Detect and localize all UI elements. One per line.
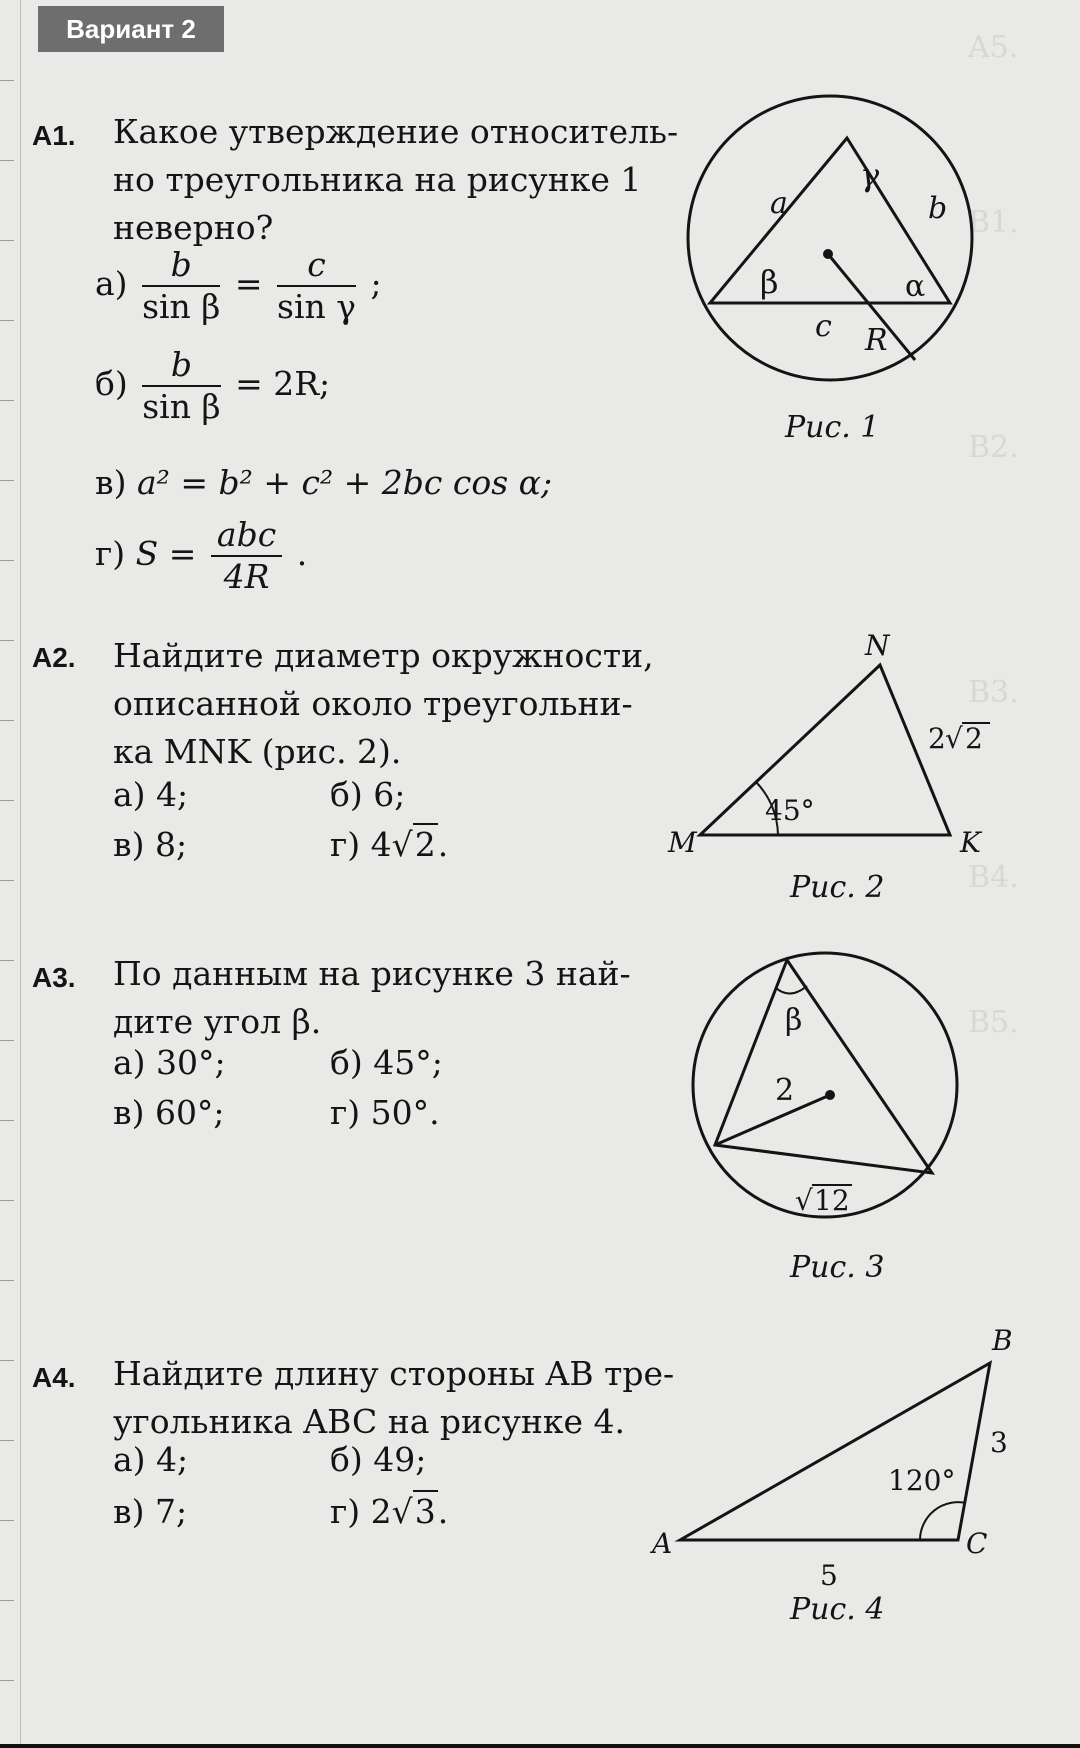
option-a2-g: г) 4√2. <box>330 825 449 864</box>
question-number-a4: A4. <box>32 1362 76 1393</box>
option-a3-v: в) 60°; <box>113 1093 225 1132</box>
bleed-item: A5. <box>968 30 1019 65</box>
label-a: a <box>770 186 788 221</box>
angle-arc <box>776 986 807 994</box>
variant-badge: Вариант 2 <box>38 6 224 52</box>
question-line: описанной около треугольни- <box>113 684 633 723</box>
option-a1-v: в) a² = b² + c² + 2bc cos α; <box>95 463 553 502</box>
option-a4-v: в) 7; <box>113 1492 188 1531</box>
center-point <box>825 1090 835 1100</box>
label-b: b <box>928 191 948 226</box>
circumcircle <box>693 953 957 1217</box>
option-a1-a: а) $\frac{b}{\text{sin β}}$ = $\frac{c}{\text{sin γ}}$ ; <box>95 245 382 326</box>
option-a3-g: г) 50°. <box>330 1093 440 1132</box>
triangle <box>715 960 932 1173</box>
question-line: Найдите длину стороны AB тре- <box>113 1354 675 1393</box>
option-a4-a: а) 4; <box>113 1440 189 1479</box>
question-text-a4 <box>113 1350 674 1446</box>
question-text-a3 <box>113 950 631 1046</box>
question-line: ка MNK (рис. 2). <box>113 732 402 771</box>
option-a2-b: б) 6; <box>330 775 406 814</box>
question-line: Какое утверждение относитель- <box>113 112 679 151</box>
fraction: $\frac{c}{\text{sin γ}}$ <box>277 245 356 326</box>
label-K: K <box>960 826 981 859</box>
question-line: но треугольника на рисунке 1 <box>113 160 642 199</box>
question-line: угольника ABC на рисунке 4. <box>113 1402 626 1441</box>
center-point <box>823 249 833 259</box>
option-a3-a: а) 30°; <box>113 1043 226 1082</box>
label-angle: 45° <box>765 794 815 827</box>
label-N: N <box>865 629 890 662</box>
label-c: c <box>815 309 832 344</box>
figure-2 <box>660 630 1010 870</box>
caption-figure-3: Рис. 3 <box>790 1250 885 1285</box>
caption-figure-1: Рис. 1 <box>785 410 880 445</box>
label-side-ac: 5 <box>820 1559 838 1592</box>
label-side-bc: 3 <box>990 1426 1008 1459</box>
bleed-item: B3. <box>968 675 1019 710</box>
caption-figure-4: Рис. 4 <box>790 1592 885 1627</box>
svg-text:√: √ <box>945 722 963 755</box>
option-a3-b: б) 45°; <box>330 1043 443 1082</box>
label-side-radicand: 2 <box>965 722 983 755</box>
label-alpha: α <box>905 269 926 304</box>
option-a2-a: а) 4; <box>113 775 189 814</box>
page-bottom-rule <box>0 1744 1080 1748</box>
question-text-a2 <box>113 632 654 776</box>
triangle-abc <box>680 1363 990 1540</box>
label-side-radicand: 12 <box>814 1184 850 1217</box>
svg-text:√: √ <box>795 1184 813 1217</box>
bleed-item: B2. <box>968 430 1019 465</box>
question-number-a1: A1. <box>32 120 76 151</box>
label-side: 2 <box>928 722 946 755</box>
label-A: A <box>652 1527 673 1560</box>
question-text-a1 <box>113 108 678 252</box>
option-a2-v: в) 8; <box>113 825 188 864</box>
label-C: C <box>966 1527 988 1560</box>
question-line: неверно? <box>113 208 274 247</box>
figure-1 <box>690 18 970 418</box>
fraction: $\frac{\text{abc}}{4R}$ <box>211 515 282 597</box>
option-a4-b: б) 49; <box>330 1440 427 1479</box>
label-beta: β <box>760 263 779 301</box>
label-R: R <box>865 323 888 358</box>
bleed-item: B1. <box>968 205 1019 240</box>
label-M: M <box>668 826 697 859</box>
question-number-a2: A2. <box>32 642 76 673</box>
question-line: По данным на рисунке 3 най- <box>113 954 631 993</box>
label-gamma: γ <box>860 156 880 194</box>
question-number-a3: A3. <box>32 962 76 993</box>
option-a1-g: г) S = $\frac{\text{abc}}{4R}$ . <box>95 515 308 596</box>
caption-figure-2: Рис. 2 <box>790 870 885 905</box>
fraction: $\frac{b}{\text{sin β}}$ <box>142 245 221 326</box>
binding-margin <box>0 0 21 1748</box>
figure-3 <box>690 955 970 1225</box>
bleed-item: B5. <box>968 1005 1019 1040</box>
question-line: дите угол β. <box>113 1002 322 1041</box>
option-a1-b: б) $\frac{b}{\text{sin β}}$ = 2R; <box>95 345 331 426</box>
label-angle: 120° <box>888 1464 956 1497</box>
fraction: $\frac{b}{\text{sin β}}$ <box>142 345 221 426</box>
label-beta: β <box>785 1003 803 1038</box>
question-line: Найдите диаметр окружности, <box>113 636 654 675</box>
label-radius: 2 <box>775 1073 795 1108</box>
triangle-mnk <box>700 665 950 835</box>
bleed-item: B4. <box>968 860 1019 895</box>
option-a4-g: г) 2√3. <box>330 1492 449 1531</box>
figure-4 <box>640 1324 1020 1592</box>
label-B: B <box>992 1324 1013 1357</box>
